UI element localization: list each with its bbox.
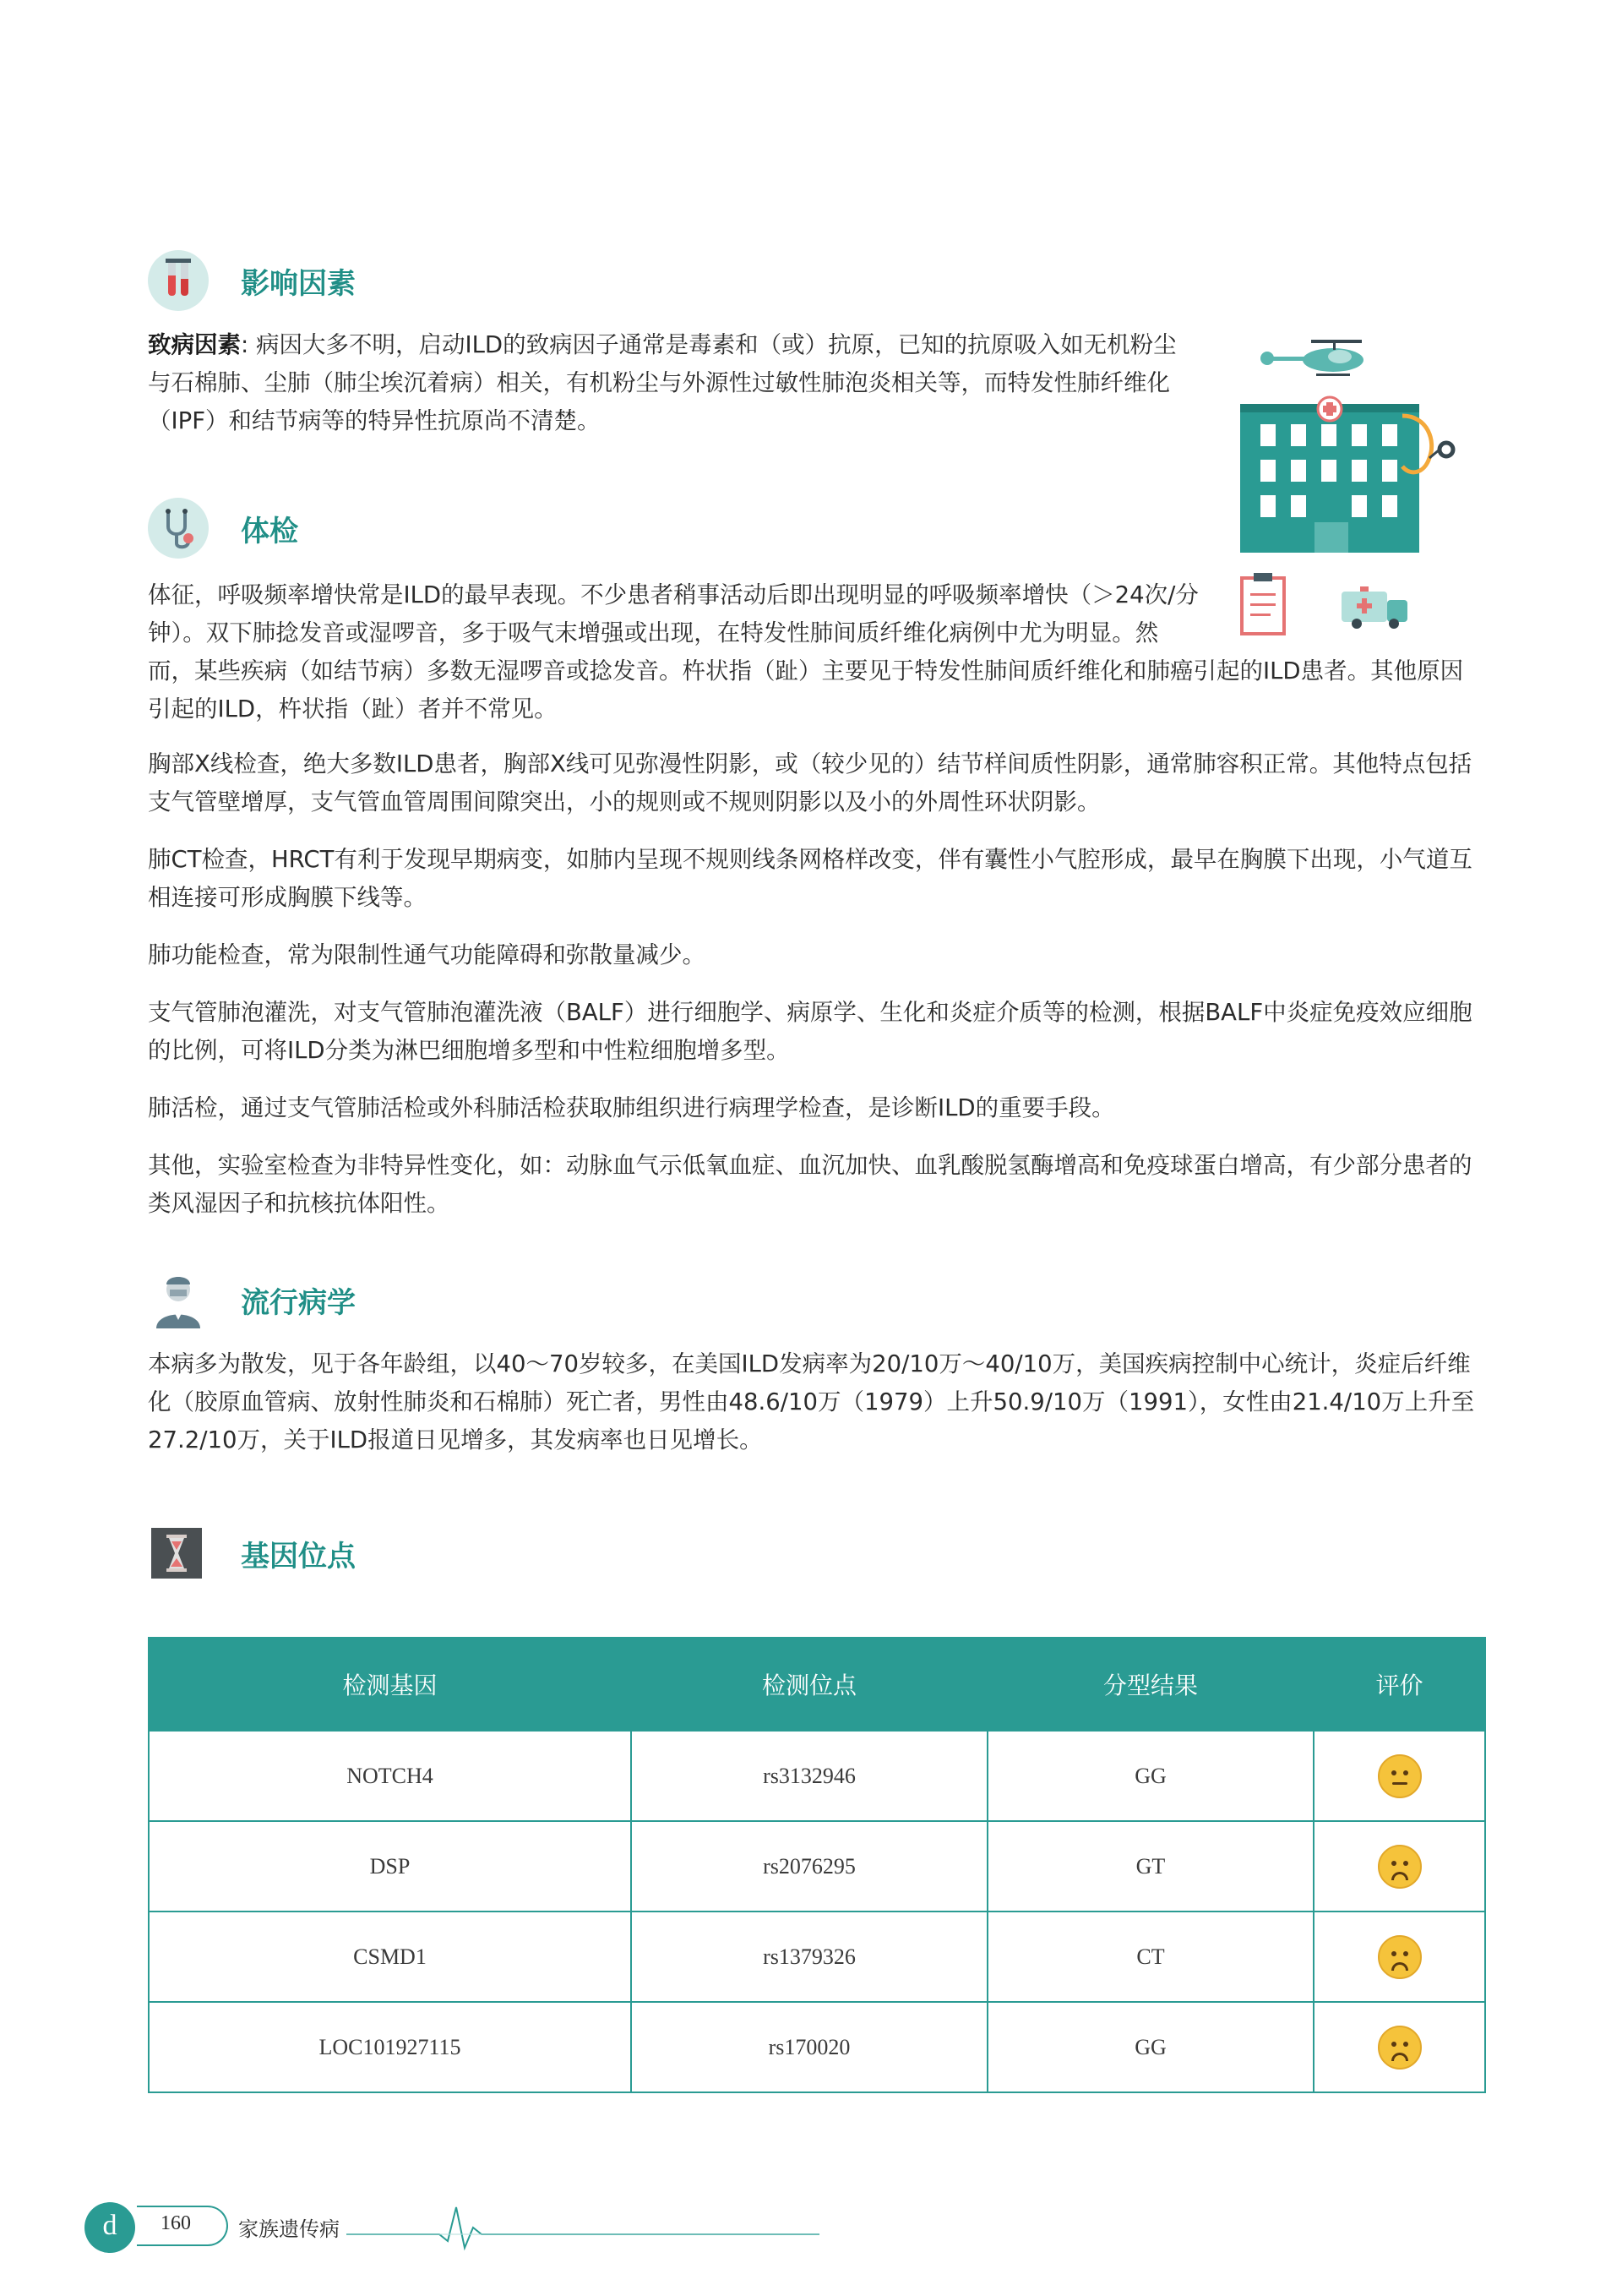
heartbeat-line-icon	[346, 2202, 819, 2253]
exam-paragraph-other: 其他，实验室检查为非特异性变化，如：动脉血气示低氧血症、血沉加快、血乳酸脱氢酶增高和免疫球蛋白增高，有少部分患者的类风湿因子和抗核抗体阳性。	[148, 1152, 1472, 1217]
cell-gene: LOC101927115	[149, 2002, 631, 2092]
hourglass-icon	[148, 1523, 209, 1584]
section-title-exam: 体检	[241, 514, 298, 548]
sad-face-icon	[1378, 2026, 1422, 2070]
neutral-face-icon	[1378, 1754, 1422, 1798]
hospital-building-icon	[1240, 397, 1419, 553]
exam-paragraph-biopsy: 肺活检，通过支气管肺活检或外科肺活检获取肺组织进行病理学检查，是诊断ILD的重要手段。	[148, 1094, 1115, 1121]
stethoscope-section-icon	[148, 498, 209, 559]
page-number: 160	[161, 2212, 191, 2234]
sad-face-icon	[1378, 1935, 1422, 1979]
section-title-epidemiology: 流行病学	[241, 1285, 356, 1320]
section-header-epidemiology	[148, 1269, 356, 1330]
epidemiology-paragraph: 本病多为散发，见于各年龄组，以40～70岁较多，在美国ILD发病率为20/10万～40/10万，美国疾病控制中心统计，炎症后纤维化（胶原血管病、放射性肺炎和石棉肺）死亡者，男性由48.6/10万（1979）上升50.9/10万（1991），女性由21.4/10万上升至27.2/10万，关于ILD报道日见增多，其发病率也日见增长。	[148, 1350, 1475, 1453]
factors-text: : 病因大多不明，启动ILD的致病因子通常是毒素和（或）抗原，已知的抗原吸入如无机粉尘与石棉肺、尘肺（肺尘埃沉着病）相关，有机粉尘与外源性过敏性肺泡炎相关等，而特发性肺纤维化（IPF）和结节病等的特异性抗原尚不清楚。	[148, 331, 1177, 434]
gene-loci-table	[148, 1637, 1486, 2093]
exam-signs-text: 体征，呼吸频率增快常是ILD的最早表现。不少患者稍事活动后即出现明显的呼吸频率增快（＞24次/分钟）。双下肺捻发音或湿啰音，多于吸气末增强或出现，在特发性肺间质纤维化病例中尤为明显。然而，某些疾病（如结节病）多数无湿啰音或捻发音。杵状指（趾）主要见于特发性肺间质纤维化和肺癌引起的ILD患者。其他原因引起的ILD，杵状指（趾）者并不常见。	[148, 581, 1464, 723]
factors-lead: 致病因素	[148, 331, 241, 358]
cell-genotype: GG	[988, 1731, 1314, 1821]
table-row	[149, 1731, 1485, 1821]
book-title: 家族遗传病	[238, 2217, 340, 2241]
doctor-icon	[148, 1269, 209, 1330]
page-footer	[84, 2202, 845, 2253]
table-header-row	[149, 1638, 1485, 1731]
header-gene: 检测基因	[149, 1638, 631, 1731]
table-row	[149, 1821, 1485, 1912]
cell-locus: rs170020	[631, 2002, 988, 2092]
cell-gene: DSP	[149, 1821, 631, 1912]
cell-genotype: GT	[988, 1821, 1314, 1912]
exam-paragraph-signs	[148, 576, 1478, 728]
header-rating: 评价	[1314, 1638, 1485, 1731]
cell-locus: rs2076295	[631, 1821, 988, 1912]
section-title-factors: 影响因素	[241, 266, 356, 301]
footer-badge: d	[84, 2202, 135, 2253]
section-header-loci	[148, 1523, 356, 1584]
header-locus: 检测位点	[631, 1638, 988, 1731]
table-row	[149, 2002, 1485, 2092]
exam-paragraph-lung-function: 肺功能检查，常为限制性通气功能障碍和弥散量减少。	[148, 941, 705, 968]
cell-gene: CSMD1	[149, 1912, 631, 2002]
cell-gene: NOTCH4	[149, 1731, 631, 1821]
section-header-exam	[148, 498, 298, 559]
cell-genotype: GG	[988, 2002, 1314, 2092]
test-tube-icon	[148, 250, 209, 311]
header-genotype: 分型结果	[988, 1638, 1314, 1731]
factors-paragraph	[148, 326, 1195, 440]
section-header-factors	[148, 250, 356, 311]
exam-paragraph-balf: 支气管肺泡灌洗，对支气管肺泡灌洗液（BALF）进行细胞学、病原学、生化和炎症介质等的检测，根据BALF中炎症免疫效应细胞的比例，可将ILD分类为淋巴细胞增多型和中性粒细胞增多型。	[148, 999, 1472, 1064]
exam-paragraph-ct: 肺CT检查，HRCT有利于发现早期病变，如肺内呈现不规则线条网格样改变，伴有囊性小气腔形成，最早在胸膜下出现，小气道互相连接可形成胸膜下线等。	[148, 846, 1472, 911]
cell-locus: rs3132946	[631, 1731, 988, 1821]
helicopter-icon	[1260, 340, 1363, 376]
exam-paragraph-xray: 胸部X线检查，绝大多数ILD患者，胸部X线可见弥漫性阴影，或（较少见的）结节样间质性阴影，通常肺容积正常。其他特点包括支气管壁增厚，支气管血管周围间隙突出，小的规则或不规则阴影以及小的外周性环状阴影。	[148, 750, 1472, 815]
cell-genotype: CT	[988, 1912, 1314, 2002]
section-title-loci: 基因位点	[241, 1539, 356, 1573]
cell-locus: rs1379326	[631, 1912, 988, 2002]
sad-face-icon	[1378, 1845, 1422, 1889]
table-row	[149, 1912, 1485, 2002]
